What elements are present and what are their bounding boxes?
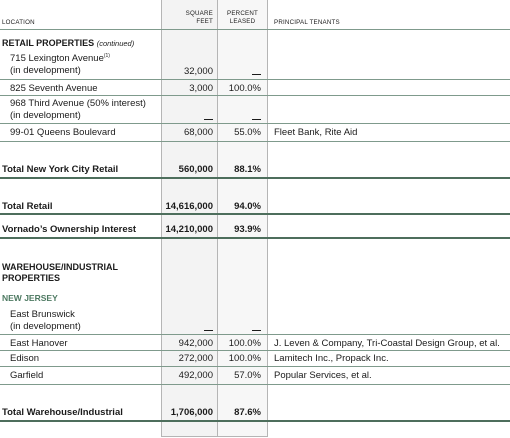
percent-leased-value: 100.0% bbox=[228, 353, 261, 364]
section-title-warehouse-line2: PROPERTIES bbox=[2, 273, 61, 283]
property-name: Garfield bbox=[10, 370, 44, 381]
property-name: 968 Third Avenue (50% interest) bbox=[10, 98, 146, 109]
square-feet-value: 32,000 bbox=[183, 66, 213, 77]
rule bbox=[0, 366, 510, 367]
header-square: SQUARE bbox=[185, 10, 213, 17]
total-nyc-retail-pct: 88.1% bbox=[234, 164, 261, 175]
property-status: (in development) bbox=[10, 321, 81, 332]
rule bbox=[0, 95, 510, 96]
header-feet: FEET bbox=[196, 18, 213, 25]
column-divider bbox=[161, 436, 268, 437]
property-name: East Hanover bbox=[10, 338, 68, 349]
percent-leased-value: 100.0% bbox=[228, 338, 261, 349]
property-status: (in development) bbox=[10, 65, 81, 76]
property-name: 825 Seventh Avenue bbox=[10, 83, 98, 94]
square-feet-value: 942,000 bbox=[178, 338, 213, 349]
ownership-interest-label: Vornado’s Ownership Interest bbox=[2, 224, 137, 235]
total-rule bbox=[0, 420, 510, 422]
total-nyc-retail-sqft: 560,000 bbox=[178, 164, 213, 175]
header-tenants: PRINCIPAL TENANTS bbox=[274, 19, 340, 26]
percent-leased-dash bbox=[218, 66, 261, 84]
section-title-warehouse: WAREHOUSE/INDUSTRIAL bbox=[2, 262, 119, 272]
total-retail-sqft: 14,616,000 bbox=[165, 201, 213, 212]
total-warehouse-sqft: 1,706,000 bbox=[170, 407, 213, 418]
total-rule bbox=[0, 237, 510, 239]
rule bbox=[0, 350, 510, 351]
rule bbox=[0, 79, 510, 80]
rule bbox=[0, 141, 510, 142]
rule bbox=[0, 334, 510, 335]
ownership-interest-pct: 93.9% bbox=[234, 224, 261, 235]
ownership-interest-sqft: 14,210,000 bbox=[165, 224, 213, 235]
principal-tenants: Popular Services, et al. bbox=[274, 370, 372, 381]
total-nyc-retail-label: Total New York City Retail bbox=[2, 164, 119, 175]
rule bbox=[0, 123, 510, 124]
rule bbox=[0, 384, 510, 385]
total-rule bbox=[0, 213, 510, 215]
property-status: (in development) bbox=[10, 110, 81, 121]
header-location: LOCATION bbox=[2, 19, 35, 26]
total-retail-label: Total Retail bbox=[2, 201, 53, 212]
header-leased: LEASED bbox=[229, 18, 256, 25]
square-feet-value: 68,000 bbox=[183, 127, 213, 138]
column-divider bbox=[267, 0, 268, 437]
property-name: 99-01 Queens Boulevard bbox=[10, 127, 116, 138]
total-rule bbox=[0, 177, 510, 179]
property-name: East Brunswick bbox=[10, 309, 75, 320]
square-feet-value: 492,000 bbox=[178, 370, 213, 381]
principal-tenants: Fleet Bank, Rite Aid bbox=[274, 127, 358, 138]
region-heading: NEW JERSEY bbox=[2, 293, 58, 303]
percent-leased-value: 100.0% bbox=[228, 83, 261, 94]
total-retail-pct: 94.0% bbox=[234, 201, 261, 212]
principal-tenants: J. Leven & Company, Tri-Coastal Design Group, et al. bbox=[274, 338, 500, 349]
square-feet-value: 272,000 bbox=[178, 353, 213, 364]
header-percent: PERCENT bbox=[227, 10, 258, 17]
property-name: Edison bbox=[10, 353, 40, 364]
section-title-retail: RETAIL PROPERTIES (continued) bbox=[2, 38, 135, 48]
principal-tenants: Lamitech Inc., Propack Inc. bbox=[274, 353, 389, 364]
square-feet-value: 3,000 bbox=[189, 83, 213, 94]
property-name: 715 Lexington Avenue$^{(1)}$ bbox=[10, 52, 110, 64]
percent-leased-value: 55.0% bbox=[234, 127, 261, 138]
total-warehouse-pct: 87.6% bbox=[234, 407, 261, 418]
rule bbox=[0, 29, 510, 30]
total-warehouse-label: Total Warehouse/Industrial bbox=[2, 407, 123, 418]
percent-leased-value: 57.0% bbox=[234, 370, 261, 381]
